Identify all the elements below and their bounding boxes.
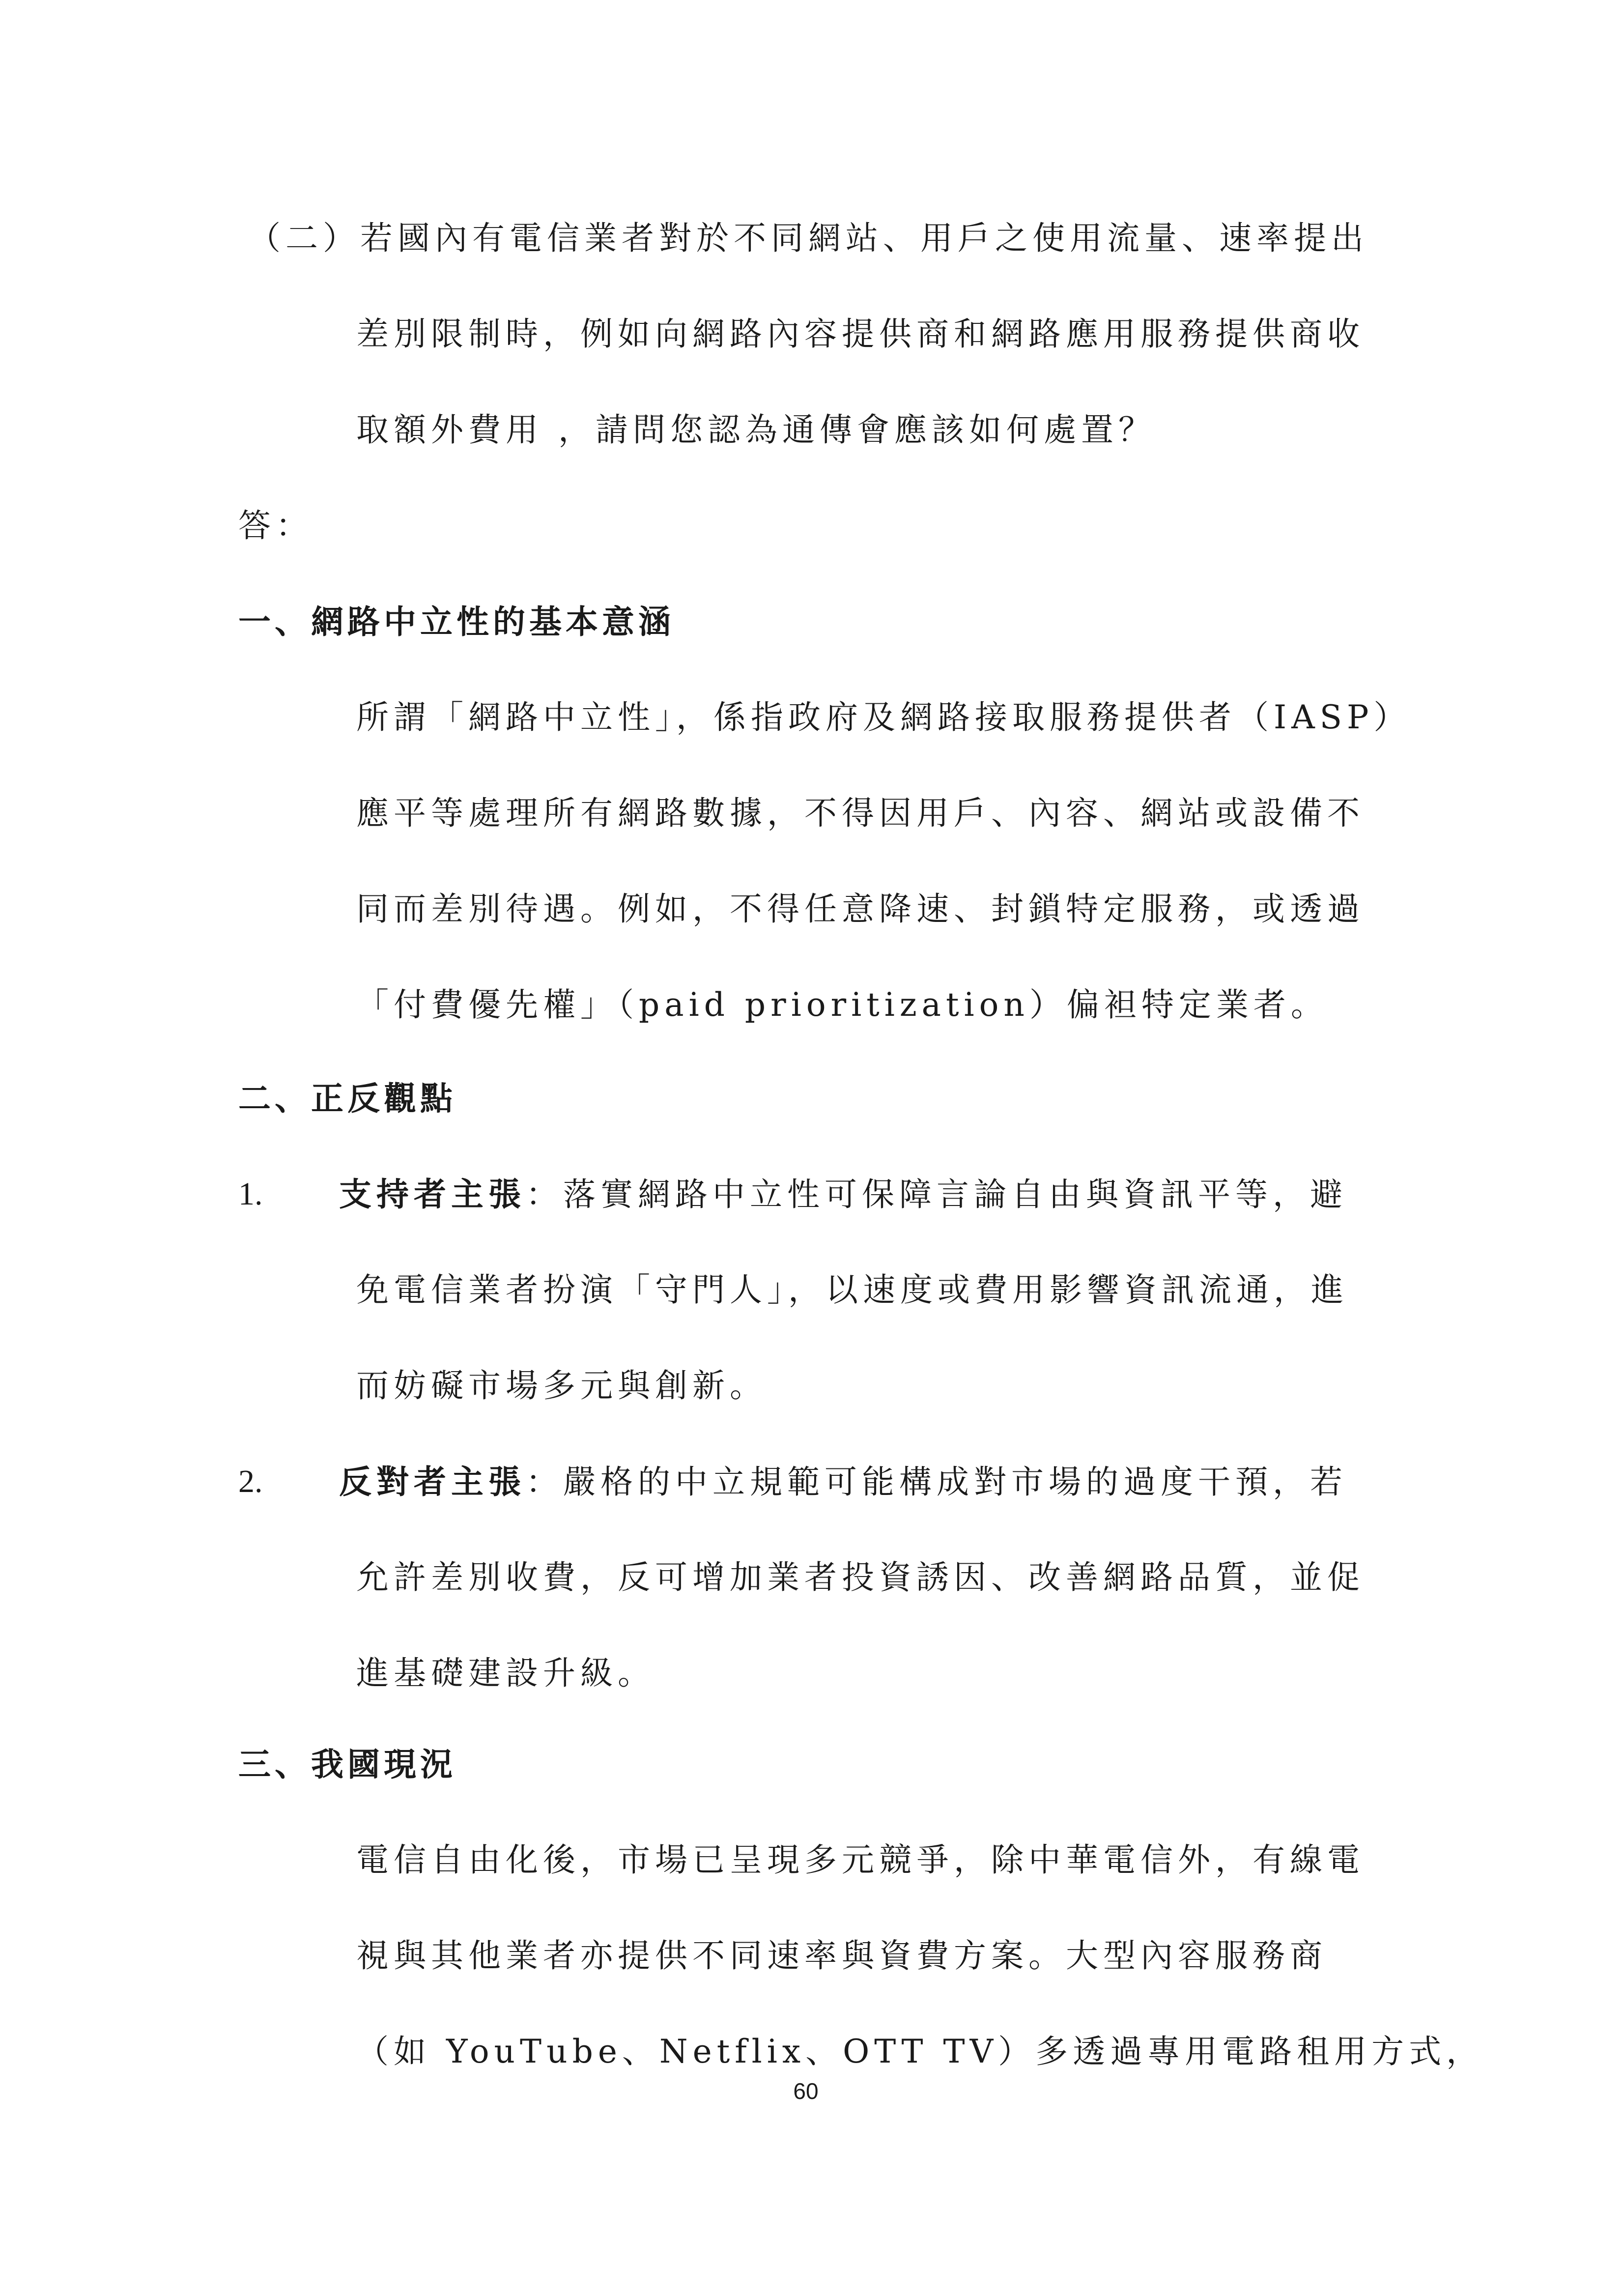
answer-label: 答： [238, 507, 313, 545]
question-line-3: 取額外費用 ，請問您認為通傳會應該如何處置？ [356, 411, 1156, 449]
list-item-number: 1. [238, 1176, 263, 1212]
supporter-term: 支持者主張 [339, 1175, 526, 1213]
list-item-text: 允許差別收費，反可增加業者投資誘因、改善網路品質，並促 [356, 1558, 1365, 1596]
section-heading-1: 一、網路中立性的基本意涵 [238, 603, 675, 641]
question-line-1: （二）若國內有電信業者對於不同網站、用戶之使用流量、速率提出 [248, 219, 1368, 257]
list-item-text: 免電信業者扮演「守門人」，以速度或費用影響資訊流通，進 [356, 1271, 1348, 1309]
list-item-text: 而妨礙市場多元與創新。 [356, 1367, 767, 1405]
section3-paragraph-line: 電信自由化後，市場已呈現多元競爭，除中華電信外，有線電 [356, 1841, 1365, 1879]
section1-paragraph-line: 同而差別待遇。例如，不得任意降速、封鎖特定服務，或透過 [356, 890, 1365, 928]
section-heading-2: 二、正反觀點 [238, 1079, 456, 1118]
section1-paragraph-line: 應平等處理所有網路數據，不得因用戶、內容、網站或設備不 [356, 794, 1365, 832]
section-heading-3: 三、我國現況 [238, 1745, 456, 1783]
list-item-text: ：落實網路中立性可保障言論自由與資訊平等，避 [526, 1176, 1347, 1213]
list-item-text: 進基礎建設升級。 [356, 1654, 655, 1692]
question-line-2: 差別限制時，例如向網路內容提供商和網路應用服務提供商收 [356, 315, 1365, 353]
opponent-term: 反對者主張 [339, 1463, 526, 1501]
page-number: 60 [793, 2078, 819, 2104]
section3-paragraph-line: 視與其他業者亦提供不同速率與資費方案。大型內容服務商 [356, 1937, 1327, 1975]
list-item-text: ：嚴格的中立規範可能構成對市場的過度干預，若 [526, 1463, 1347, 1501]
list-item-number: 2. [238, 1464, 263, 1499]
list-item [339, 1172, 1347, 1217]
section1-paragraph-line: 所謂「網路中立性」，係指政府及網路接取服務提供者（IASP） [356, 698, 1411, 736]
section3-paragraph-line: （如 YouTube、Netflix、OTT TV）多透過專用電路租用方式， [356, 2033, 1484, 2070]
list-item [339, 1460, 1347, 1504]
section1-paragraph-line: 「付費優先權」（paid prioritization）偏袒特定業者。 [356, 986, 1328, 1024]
